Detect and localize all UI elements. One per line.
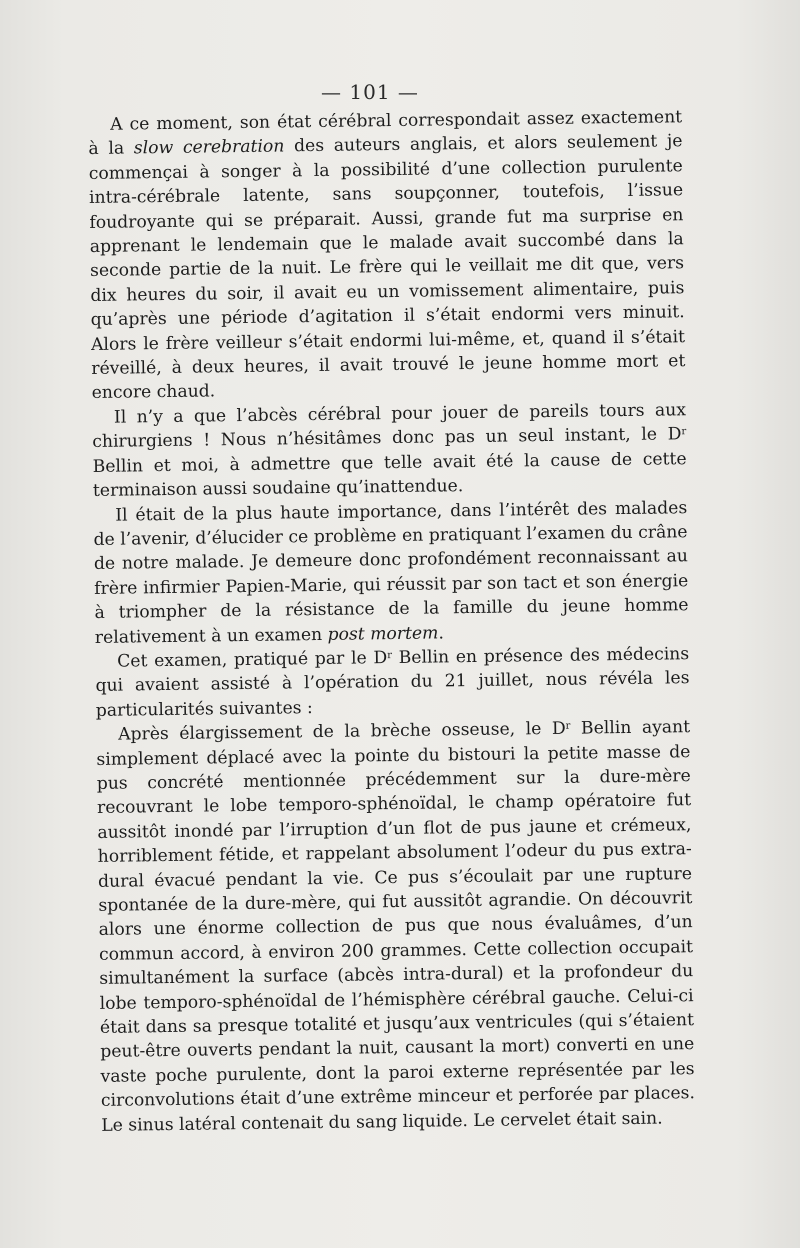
italic-term: slow cerebration [133,136,285,159]
paragraph-text: Il était de la plus haute importance, dans l’intérêt des malades de l’avenir, d’élucider ce problème en pratiquant l’examen du crâne de notre malade. Je demeure donc profondément reconnaissant au frère infirmier Papien-Marie, qui réussit par son tact et son énergie à triompher de la résistance de la famille du jeune homme relativement à un examen [93,497,689,648]
italic-term: post mortem [327,622,439,645]
superscript: r [387,650,393,662]
paragraph-text: des auteurs anglais, et alors seulement je commençai à songer à la possibilité d’une collection purulente intra-cérébrale latente, sans soupçonner, toutefois, l’issue foudroyante qui se préparait. Aussi, grande fut ma surprise en apprenant le lendemain que le malade avait succombé dans la seconde partie de la nuit. Le frère qui le veillait me dit que, vers dix heures du soir, il avait eu un vomissement alimentaire, puis qu’après une période d’agitation il s’était endormi vers minuit. Alors le frère veilleur s’était endormi lui-même, et, quand il s’était réveillé, à deux heures, il avait trouvé le jeune homme mort et encore chaud. [88,131,686,404]
paragraph-text: Bellin et moi, à admettre que telle avait été la cause de cette terminaison aussi soudaine qu’inattendue. [92,448,687,502]
page-number: — 101 — [321,80,419,104]
paragraph-abces-cerebral [92,398,687,503]
paragraph-text: Cet examen, pratiqué par le D [117,648,388,672]
paragraph-autopsie [96,715,695,1138]
paragraph-examen-pratique [95,642,690,723]
paragraph-text: Il n’y a que l’abcès cérébral pour jouer de pareils tours aux chirurgiens ! Nous n’hésitâmes donc pas un seul instant, le D [92,400,687,453]
paragraph-text: . [438,622,444,643]
paragraph-text: Bellin en présence des médecins qui avaient assisté à l’opération du 21 juillet, nous révéla les particularités suivantes : [95,644,690,721]
paragraph-text: Bellin ayant simplement déplacé avec la pointe du bistouri la petite masse de pus concrété mentionnée précédemment sur la dure-mère recouvrant le lobe temporo-sphénoïdal, le champ opératoire fut aussitôt inondé par l’irruption d’un flot de pus jaune et crémeux, horriblement fétide, et rappelant absolument l’odeur du pus extra-dural évacué pendant la vie. Ce pus s’écoulait par une rupture spontanée de la dure-mère, qui fut aussitôt agrandie. On découvrit alors une énorme collection de pus que nous évaluâmes, d’un commun accord, à environ 200 grammes. Cette collection occupait simultanément la surface (abcès intra-dural) et la profondeur du lobe temporo-sphénoïdal de l’hémisphère cérébral gauche. Celui-ci était dans sa presque totalité et jusqu’aux ventricules (qui s’étaient peut-être ouverts pendant la nuit, causant la mort) converti en une vaste poche purulente, dont la paroi externe représentée par les circonvolutions était d’une extrême minceur et perforée par places. Le sinus latéral contenait du sang liquide. Le cervelet était sain. [96,717,696,1136]
superscript: r [681,426,687,438]
paragraph-examen-crane [93,496,689,650]
paragraph-slow-cerebration [88,105,686,406]
body-text [88,105,695,1138]
superscript: r [565,720,571,732]
paragraph-text: A ce moment, son état cérébral correspondait assez exactement à la [88,107,683,160]
paragraph-text: Après élargissement de la brèche osseuse, le D [118,718,566,745]
